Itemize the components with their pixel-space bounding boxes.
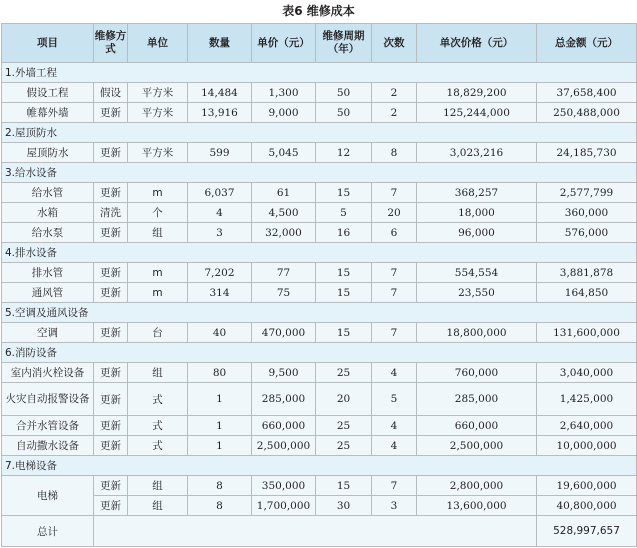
cell-unit: 式 <box>128 383 188 416</box>
section-row <box>2 456 637 476</box>
header-quantity: 数量 <box>188 24 252 63</box>
cell-total: 164,850 <box>537 283 637 303</box>
cell-qty: 40 <box>188 323 252 343</box>
cell-price: 350,000 <box>252 476 316 496</box>
cell-item: 火灾自动报警设备 <box>2 383 94 416</box>
cell-times: 4 <box>372 363 417 383</box>
section-row <box>2 123 637 143</box>
cell-qty: 8 <box>188 476 252 496</box>
cell-cycle: 15 <box>316 183 372 203</box>
cell-once: 18,000 <box>417 203 537 223</box>
table-row <box>2 183 637 203</box>
cell-once: 368,257 <box>417 183 537 203</box>
cell-cycle: 50 <box>316 103 372 123</box>
section-row <box>2 163 637 183</box>
cell-times: 4 <box>372 416 417 436</box>
cell-qty: 7,202 <box>188 263 252 283</box>
cell-qty: 4 <box>188 203 252 223</box>
section-row <box>2 63 637 83</box>
table-row <box>2 496 637 516</box>
cell-times: 2 <box>372 83 417 103</box>
cell-times: 6 <box>372 223 417 243</box>
cell-method: 更新 <box>94 476 128 496</box>
total-spacer <box>94 516 537 547</box>
cell-method: 更新 <box>94 223 128 243</box>
cell-price: 4,500 <box>252 203 316 223</box>
cell-unit: 平方米 <box>128 83 188 103</box>
cell-qty: 314 <box>188 283 252 303</box>
cell-item: 自动撒水设备 <box>2 436 94 456</box>
header-unit: 单位 <box>128 24 188 63</box>
table-row <box>2 283 637 303</box>
cell-once: 285,000 <box>417 383 537 416</box>
cell-unit: 组 <box>128 496 188 516</box>
table-row <box>2 383 637 416</box>
cell-method: 更新 <box>94 263 128 283</box>
cell-qty: 1 <box>188 436 252 456</box>
cell-cycle: 30 <box>316 496 372 516</box>
cell-qty: 599 <box>188 143 252 163</box>
cell-unit: 组 <box>128 476 188 496</box>
cell-total: 576,000 <box>537 223 637 243</box>
section-title: 5.空调及通风设备 <box>2 303 637 323</box>
cell-once: 13,600,000 <box>417 496 537 516</box>
table-row <box>2 103 637 123</box>
cell-price: 1,300 <box>252 83 316 103</box>
table-row <box>2 476 637 496</box>
cell-total: 2,640,000 <box>537 416 637 436</box>
cell-item: 室内消火栓设备 <box>2 363 94 383</box>
header-row <box>2 24 637 63</box>
cell-times: 7 <box>372 476 417 496</box>
cell-once: 125,244,000 <box>417 103 537 123</box>
cell-times: 7 <box>372 263 417 283</box>
cell-item: 假设工程 <box>2 83 94 103</box>
cell-price: 1,700,000 <box>252 496 316 516</box>
maintenance-cost-table <box>1 23 637 547</box>
cell-method: 更新 <box>94 143 128 163</box>
cell-total: 1,425,000 <box>537 383 637 416</box>
cell-unit: 台 <box>128 323 188 343</box>
cell-price: 75 <box>252 283 316 303</box>
cell-once: 96,000 <box>417 223 537 243</box>
cell-total: 3,881,878 <box>537 263 637 283</box>
cell-cycle: 5 <box>316 203 372 223</box>
header-once-price: 单次价格（元） <box>417 24 537 63</box>
cell-item: 给水泵 <box>2 223 94 243</box>
table-row <box>2 83 637 103</box>
cell-cycle: 15 <box>316 476 372 496</box>
cell-price: 2,500,000 <box>252 436 316 456</box>
cell-total: 40,800,000 <box>537 496 637 516</box>
cell-cycle: 25 <box>316 416 372 436</box>
section-title: 4.排水设备 <box>2 243 637 263</box>
cell-method: 更新 <box>94 496 128 516</box>
cell-total: 3,040,000 <box>537 363 637 383</box>
section-title: 6.消防设备 <box>2 343 637 363</box>
cell-total: 360,000 <box>537 203 637 223</box>
cell-item: 空调 <box>2 323 94 343</box>
cell-times: 20 <box>372 203 417 223</box>
cell-item: 给水管 <box>2 183 94 203</box>
cell-cycle: 25 <box>316 436 372 456</box>
table-row <box>2 323 637 343</box>
cell-method: 更新 <box>94 383 128 416</box>
total-row <box>2 516 637 547</box>
cell-cycle: 50 <box>316 83 372 103</box>
cell-once: 3,023,216 <box>417 143 537 163</box>
cell-qty: 1 <box>188 383 252 416</box>
table-row <box>2 203 637 223</box>
cell-price: 470,000 <box>252 323 316 343</box>
cell-total: 19,600,000 <box>537 476 637 496</box>
cell-cycle: 15 <box>316 263 372 283</box>
section-title: 2.屋顶防水 <box>2 123 637 143</box>
cell-unit: 平方米 <box>128 103 188 123</box>
cell-total: 2,577,799 <box>537 183 637 203</box>
section-row <box>2 243 637 263</box>
table-row <box>2 363 637 383</box>
cell-unit: 平方米 <box>128 143 188 163</box>
total-label: 总计 <box>2 516 94 547</box>
cell-unit: 式 <box>128 416 188 436</box>
cell-cycle: 20 <box>316 383 372 416</box>
cell-once: 2,500,000 <box>417 436 537 456</box>
header-times: 次数 <box>372 24 417 63</box>
cell-method: 假设 <box>94 83 128 103</box>
section-title: 7.电梯设备 <box>2 456 637 476</box>
cell-once: 2,800,000 <box>417 476 537 496</box>
cell-unit: m <box>128 263 188 283</box>
cell-method: 更新 <box>94 363 128 383</box>
cell-price: 32,000 <box>252 223 316 243</box>
cell-method: 更新 <box>94 283 128 303</box>
cell-once: 760,000 <box>417 363 537 383</box>
section-row <box>2 343 637 363</box>
table-row <box>2 416 637 436</box>
cell-qty: 3 <box>188 223 252 243</box>
table-row <box>2 436 637 456</box>
cell-total: 24,185,730 <box>537 143 637 163</box>
cell-item: 通风管 <box>2 283 94 303</box>
section-row <box>2 303 637 323</box>
cell-total: 250,488,000 <box>537 103 637 123</box>
cell-method: 更新 <box>94 183 128 203</box>
cell-item: 排水管 <box>2 263 94 283</box>
cell-times: 3 <box>372 496 417 516</box>
cell-qty: 6,037 <box>188 183 252 203</box>
cell-item: 合并水管设备 <box>2 416 94 436</box>
cell-method: 更新 <box>94 103 128 123</box>
cell-price: 285,000 <box>252 383 316 416</box>
cell-qty: 80 <box>188 363 252 383</box>
cell-once: 23,550 <box>417 283 537 303</box>
cell-once: 554,554 <box>417 263 537 283</box>
cell-times: 7 <box>372 283 417 303</box>
cell-once: 18,800,000 <box>417 323 537 343</box>
cell-unit: 组 <box>128 363 188 383</box>
cell-total: 131,600,000 <box>537 323 637 343</box>
header-cycle: 维修周期（年） <box>316 24 372 63</box>
cell-item: 屋顶防水 <box>2 143 94 163</box>
cell-total: 37,658,400 <box>537 83 637 103</box>
cell-total: 10,000,000 <box>537 436 637 456</box>
total-value: 528,997,657 <box>537 516 637 547</box>
cell-once: 18,829,200 <box>417 83 537 103</box>
cell-method: 清洗 <box>94 203 128 223</box>
cell-price: 77 <box>252 263 316 283</box>
cell-unit: 个 <box>128 203 188 223</box>
header-method: 维修方式 <box>94 24 128 63</box>
cell-method: 更新 <box>94 416 128 436</box>
cell-cycle: 15 <box>316 323 372 343</box>
cell-times: 4 <box>372 436 417 456</box>
cell-unit: 组 <box>128 223 188 243</box>
cell-qty: 14,484 <box>188 83 252 103</box>
header-total: 总金额（元） <box>537 24 637 63</box>
cell-cycle: 16 <box>316 223 372 243</box>
cell-qty: 13,916 <box>188 103 252 123</box>
cell-cycle: 12 <box>316 143 372 163</box>
header-item: 项目 <box>2 24 94 63</box>
cell-times: 7 <box>372 323 417 343</box>
cell-times: 7 <box>372 183 417 203</box>
cell-unit: 式 <box>128 436 188 456</box>
table-row <box>2 143 637 163</box>
cell-unit: m <box>128 183 188 203</box>
cell-times: 5 <box>372 383 417 416</box>
table-row <box>2 223 637 243</box>
cell-price: 61 <box>252 183 316 203</box>
cell-once: 660,000 <box>417 416 537 436</box>
cell-price: 660,000 <box>252 416 316 436</box>
cell-times: 2 <box>372 103 417 123</box>
cell-qty: 8 <box>188 496 252 516</box>
section-title: 1.外墙工程 <box>2 63 637 83</box>
table-row <box>2 263 637 283</box>
cell-method: 更新 <box>94 436 128 456</box>
cell-price: 9,000 <box>252 103 316 123</box>
cell-unit: m <box>128 283 188 303</box>
cell-method: 更新 <box>94 323 128 343</box>
cell-cycle: 25 <box>316 363 372 383</box>
cell-price: 9,500 <box>252 363 316 383</box>
cell-item: 帷幕外墙 <box>2 103 94 123</box>
cell-qty: 1 <box>188 416 252 436</box>
header-unit-price: 单价（元） <box>252 24 316 63</box>
cell-item: 水箱 <box>2 203 94 223</box>
cell-times: 8 <box>372 143 417 163</box>
table-body <box>2 63 637 547</box>
cell-cycle: 15 <box>316 283 372 303</box>
cell-price: 5,045 <box>252 143 316 163</box>
table-caption: 表6 维修成本 <box>282 4 355 18</box>
cell-item: 电梯 <box>2 476 94 516</box>
section-title: 3.给水设备 <box>2 163 637 183</box>
